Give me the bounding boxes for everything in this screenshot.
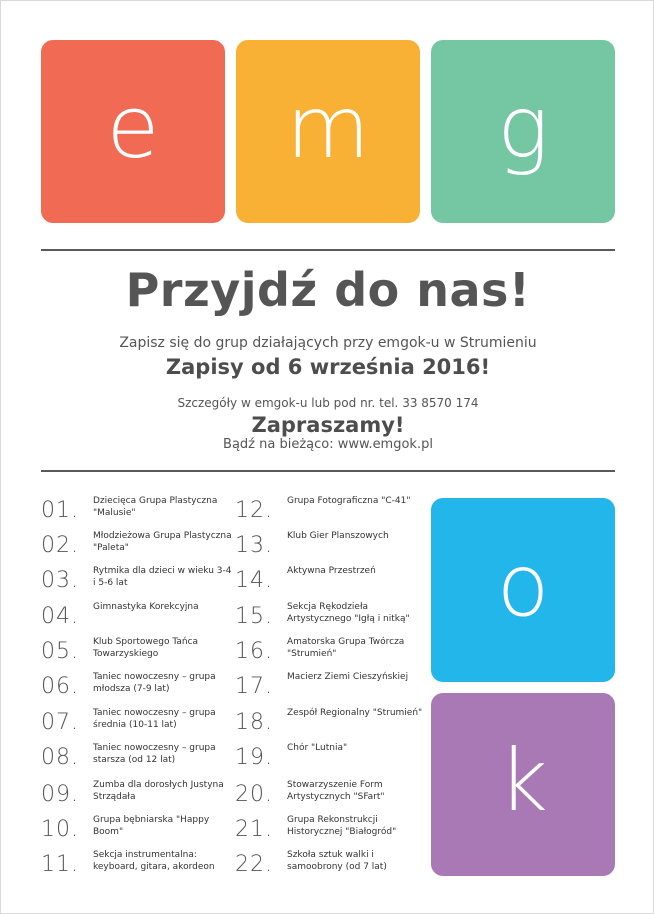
item-number: 07. — [41, 710, 79, 735]
item-label: Taniec nowoczesny – grupa średnia (10-11 lat) — [93, 708, 216, 730]
logo-letter-m: m — [286, 77, 370, 178]
item-label: Rytmika dla dzieci w wieku 3-4 i 5-6 lat — [93, 566, 232, 588]
item-number: 19. — [235, 745, 273, 770]
item-label: Zumba dla dorosłych Justyna Strządała — [93, 780, 224, 802]
item-label: Macierz Ziemi Cieszyńskiej — [287, 672, 409, 682]
divider-middle — [41, 470, 615, 472]
item-label: Stowarzyszenie Form Artystycznych "SFart" — [287, 780, 385, 802]
invitation: Zapraszamy! — [251, 413, 405, 437]
item-label: Klub Gier Planszowych — [287, 531, 389, 541]
item-number: 16. — [235, 639, 273, 664]
item-number: 10. — [41, 817, 79, 842]
logo-tile-m — [236, 40, 420, 223]
item-label: Młodzieżowa Grupa Plastyczna "Paleta" — [93, 531, 232, 553]
logo-letter-o: o — [496, 536, 550, 636]
item-label: Sekcja instrumentalna: keyboard, gitara, akordeon — [93, 850, 215, 872]
logo-tile-g — [431, 40, 615, 223]
item-label: Grupa Rekonstrukcji Historycznej "Białogród" — [287, 815, 397, 837]
logo-letter-g: g — [497, 77, 549, 178]
item-number: 04. — [41, 604, 79, 629]
item-label: Aktywna Przestrzeń — [287, 566, 376, 576]
item-number: 11. — [41, 852, 79, 877]
divider-top — [41, 249, 615, 251]
item-number: 20. — [235, 782, 273, 807]
item-number: 08. — [41, 745, 79, 770]
item-label: Grupa bębniarska "Happy Boom" — [93, 815, 210, 837]
item-number: 15. — [235, 604, 273, 629]
item-label: Klub Sportowego Tańca Towarzyskiego — [93, 637, 199, 659]
item-number: 09. — [41, 782, 79, 807]
logo-tile-e — [41, 40, 225, 223]
headline: Przyjdź do nas! — [125, 263, 531, 317]
item-label: Szkoła sztuk walki i samoobrony (od 7 lat) — [287, 850, 387, 872]
logo-letter-e: e — [106, 77, 160, 178]
item-number: 03. — [41, 568, 79, 593]
website-line[interactable]: Bądź na bieżąco: www.emgok.pl — [223, 437, 433, 452]
item-number: 14. — [235, 568, 273, 593]
item-label: Grupa Fotograficzna "C-41" — [287, 496, 411, 506]
item-number: 13. — [235, 533, 273, 558]
item-label: Taniec nowoczesny – grupa młodsza (7-9 lat) — [93, 672, 216, 694]
item-number: 12. — [235, 498, 273, 523]
item-number: 18. — [235, 710, 273, 735]
item-label: Sekcja Rękodzieła Artystycznego "Igłą i nitką" — [287, 602, 410, 624]
item-number: 17. — [235, 674, 273, 699]
item-number: 22. — [235, 852, 273, 877]
item-label: Amatorska Grupa Twórcza "Strumień" — [287, 637, 405, 659]
item-label: Chór "Lutnia" — [287, 743, 348, 753]
item-label: Taniec nowoczesny – grupa starsza (od 12 lat) — [93, 743, 216, 765]
item-label: Dziecięca Grupa Plastyczna "Malusie" — [93, 496, 218, 518]
item-label: Zespół Regionalny "Strumień" — [287, 708, 423, 718]
contact-info: Szczegóły w emgok-u lub pod nr. tel. 33 8570 174 — [177, 396, 479, 410]
logo-tile-k — [431, 693, 615, 876]
subtitle-groups: Zapisz się do grup działających przy emgok-u w Strumieniu — [119, 335, 537, 351]
item-number: 21. — [235, 817, 273, 842]
item-number: 06. — [41, 674, 79, 699]
enrollment-date: Zapisy od 6 września 2016! — [165, 355, 491, 379]
item-number: 01. — [41, 498, 79, 523]
item-label: Gimnastyka Korekcyjna — [93, 602, 199, 612]
logo-letter-k: k — [498, 730, 548, 831]
logo-tile-o — [431, 498, 615, 682]
item-number: 02. — [41, 533, 79, 558]
item-number: 05. — [41, 639, 79, 664]
